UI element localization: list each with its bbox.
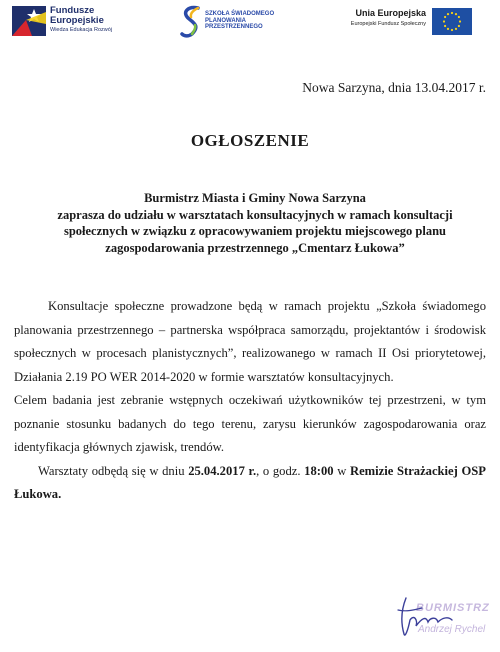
document-title: OGŁOSZENIE (190, 131, 310, 150)
workshop-text-mid2: w (333, 463, 350, 478)
document-body (14, 295, 486, 507)
szkola-planowania-logo (180, 4, 274, 38)
paragraph-purpose: Celem badania jest zebranie wstępnych oczekiwań użytkowników tej przestrzeni, w tym poznanie stosunku badanych do tego terenu, zarysu kierunków zagospodarowania oraz identyfikacja głównych zjawisk, trendów. (14, 393, 486, 454)
announcement-intro (20, 190, 490, 256)
school-s-icon (180, 4, 202, 38)
fe-star-icon (12, 6, 46, 36)
unia-europejska-logo (351, 8, 472, 35)
workshop-text-mid: , o godz. (256, 463, 305, 478)
workshop-date: 25.04.2017 r. (188, 463, 257, 478)
intro-line4: zagospodarowania przestrzennego „Cmentarz Łukowa” (105, 240, 405, 255)
stamp-name: Andrzej Rychel (418, 624, 486, 635)
workshop-text-start: Warsztaty odbędą się w dniu (38, 463, 189, 478)
intro-line3: społecznych w związku z opracowywaniem projektu miejscowego planu (63, 224, 447, 238)
intro-line1: Burmistrz Miasta i Gminy Nowa Sarzyna (144, 191, 366, 205)
stamp-title: BURMISTRZ (416, 602, 490, 614)
fe-logo-line1: Fundusze (50, 5, 95, 16)
signature-stamp (392, 590, 492, 646)
fe-logo-line3: Wiedza Edukacja Rozwój (50, 26, 113, 33)
logo-bar (0, 0, 500, 48)
school-logo-line1: SZKOŁA ŚWIADOMEGO (205, 10, 275, 17)
fundusze-europejskie-logo (12, 6, 112, 36)
eu-flag-icon (432, 8, 472, 35)
school-logo-line2: PLANOWANIA (205, 17, 246, 24)
workshop-place: Remizie Strażackiej OSP Łukowa. (14, 463, 486, 501)
paragraph-consultations: Konsultacje społeczne prowadzone będą w ramach projektu „Szkoła świadomego planowania przestrzennego – partnerska współpraca samorządu, projektantów i środowisk społecznych w procesach planistycznych”, realizowanego w ramach II Osi priorytetowej, Działania 2.19 PO WER 2014-2020 w formie warsztatów konsultacyjnych. (14, 299, 486, 384)
paragraph-workshop-details (14, 460, 486, 507)
document-date: Nowa Sarzyna, dnia 13.04.2017 r. (302, 80, 486, 95)
ue-logo-line2: Europejski Fundusz Społeczny (350, 21, 426, 27)
fe-logo-line2: Europejskie (50, 14, 104, 26)
intro-line2: zaprasza do udziału w warsztatach konsultacyjnych w ramach konsultacji (57, 207, 453, 222)
handwritten-signature-icon (392, 590, 492, 646)
school-logo-line3: PRZESTRZENNEGO (205, 24, 263, 31)
workshop-time: 18:00 (304, 463, 334, 478)
ue-logo-line1: Unia Europejska (355, 8, 426, 18)
